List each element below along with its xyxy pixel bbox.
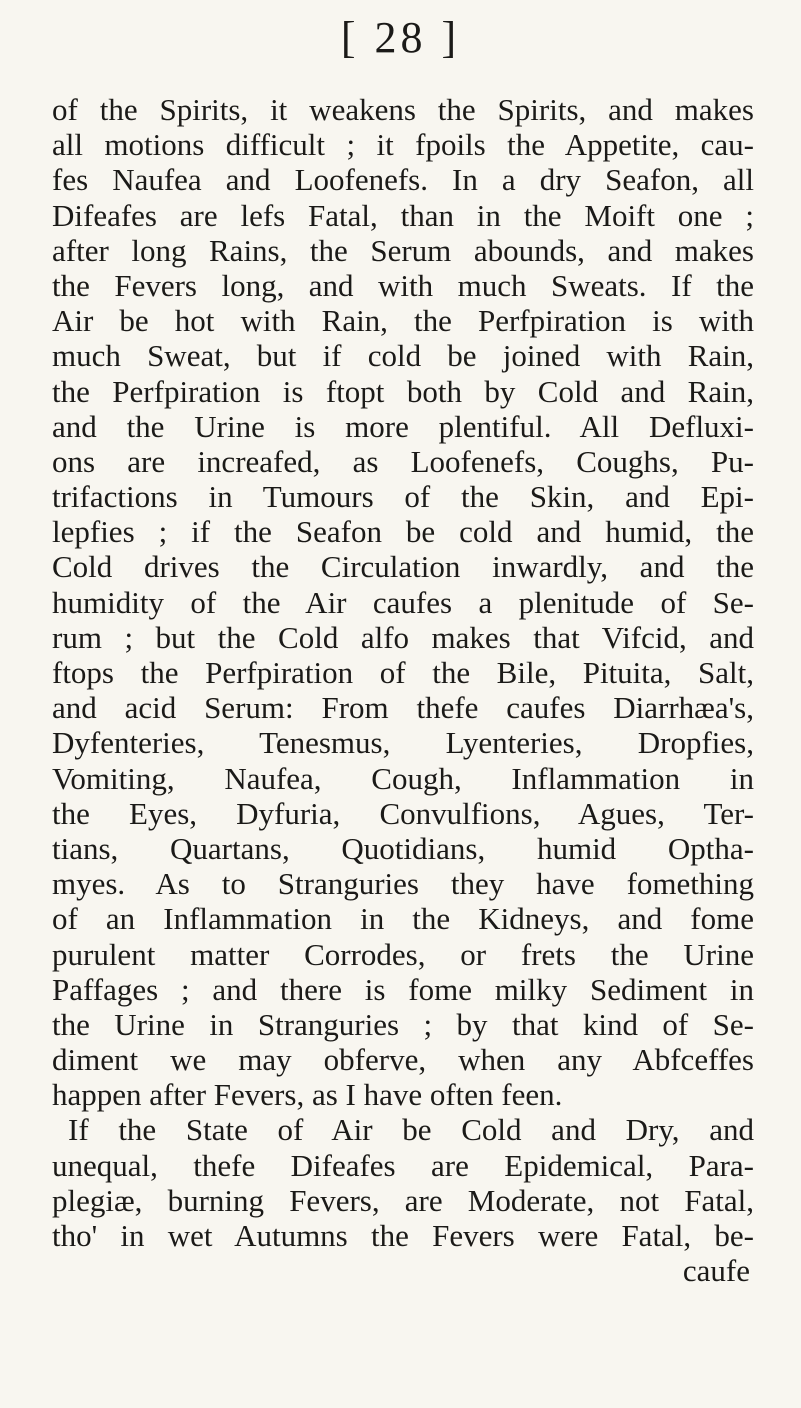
text-line-24: of an Inflammation in the Kidneys, and fome: [52, 901, 754, 937]
text-line-25: purulent matter Corrodes, or frets the Urine: [52, 936, 754, 972]
text-line-13: lepfies ; if the Seafon be cold and humid, the: [52, 514, 754, 550]
text-line-31: unequal, thefe Difeafes are Epidemical, Para-: [52, 1147, 754, 1183]
text-line-18: and acid Serum: From thefe caufes Diarrhæa's,: [52, 690, 754, 726]
text-line-4: Difeafes are lefs Fatal, than in the Moift one ;: [52, 197, 754, 233]
text-line-33: tho' in wet Autumns the Fevers were Fatal, be-: [52, 1218, 754, 1253]
text-line-5: after long Rains, the Serum abounds, and makes: [52, 232, 754, 268]
text-line-11: ons are increafed, as Loofenefs, Coughs, Pu-: [52, 443, 754, 479]
catchword: caufe: [682, 1253, 750, 1289]
text-line-29: happen after Fevers, as I have often feen.: [52, 1077, 563, 1113]
text-line-32: plegiæ, burning Fevers, are Moderate, not Fatal,: [52, 1182, 754, 1218]
page-number: [ 28 ]: [340, 13, 461, 62]
text-line-26: Paffages ; and there is fome milky Sediment in: [52, 971, 754, 1007]
text-line-6: the Fevers long, and with much Sweats. If the: [52, 267, 754, 303]
text-line-22: tians, Quartans, Quotidians, humid Optha-: [52, 830, 754, 866]
text-line-17: ftops the Perfpiration of the Bile, Pituita, Salt,: [52, 655, 754, 690]
text-line-21: the Eyes, Dyfuria, Convulfions, Agues, Ter-: [52, 795, 754, 831]
text-line-8: much Sweat, but if cold be joined with Rain,: [52, 338, 754, 374]
text-line-12: trifactions in Tumours of the Skin, and Epi-: [52, 479, 754, 515]
text-line-20: Vomiting, Naufea, Cough, Inflammation in: [52, 760, 754, 796]
text-line-3: fes Naufea and Loofenefs. In a dry Seafon, all: [52, 162, 754, 198]
text-line-7: Air be hot with Rain, the Perfpiration is with: [52, 303, 754, 339]
text-line-14: Cold drives the Circulation inwardly, and the: [52, 549, 754, 585]
text-line-27: the Urine in Stranguries ; by that kind of Se-: [52, 1006, 754, 1042]
text-line-9: the Perfpiration is ftopt both by Cold and Rain,: [52, 373, 754, 409]
body-text: [52, 92, 754, 1288]
text-line-1: of the Spirits, it weakens the Spirits, and makes: [52, 92, 754, 127]
text-line-19: Dyfenteries, Tenesmus, Lyenteries, Dropfies,: [52, 725, 754, 761]
text-line-15: humidity of the Air caufes a plenitude of Se-: [52, 584, 754, 620]
text-line-16: rum ; but the Cold alfo makes that Vifcid, and: [52, 619, 754, 655]
text-line-30: If the State of Air be Cold and Dry, and: [68, 1112, 754, 1148]
text-line-2: all motions difficult ; it fpoils the Appetite, cau-: [52, 127, 754, 163]
text-line-23: myes. As to Stranguries they have fomething: [52, 866, 754, 902]
text-line-10: and the Urine is more plentiful. All Defluxi-: [52, 408, 754, 444]
text-line-28: diment we may obferve, when any Abfceffes: [52, 1042, 754, 1078]
